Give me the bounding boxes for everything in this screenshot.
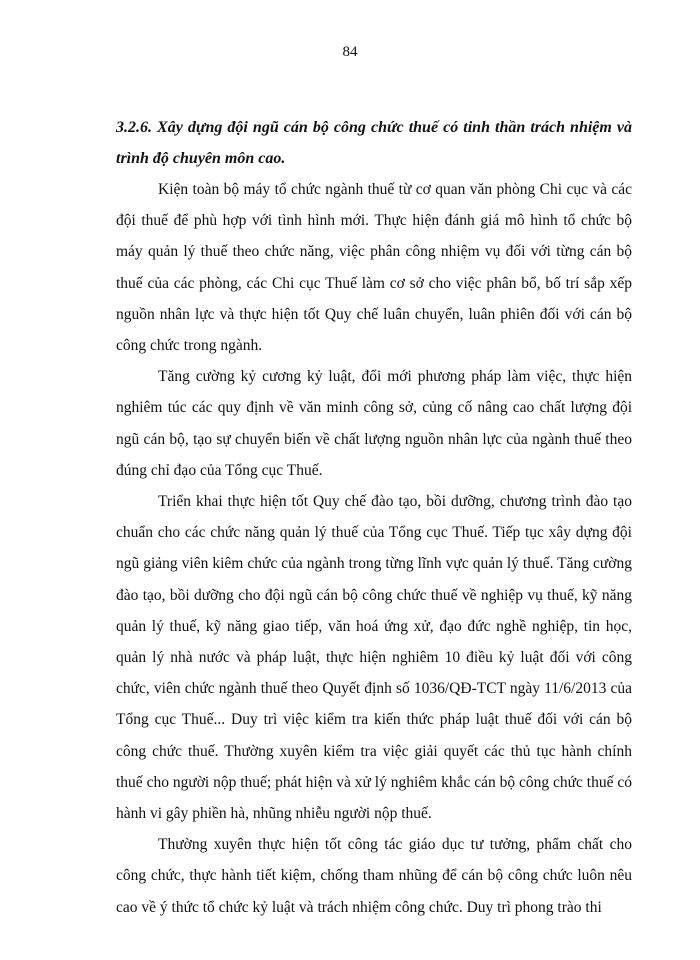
paragraph: Kiện toàn bộ máy tổ chức ngành thuế từ cơ quan văn phòng Chi cục và các đội thuế để phù hợp với tình hình mới. Thực hiện đánh giá mô hình tổ chức bộ máy quản lý thuế theo chức năng, việc phân công nhiệm vụ đối với từng cán bộ thuế của các phòng, các Chi cục Thuế làm cơ sở cho việc phân bổ, bố trí sắp xếp nguồn nhân lực và thực hiện tốt Quy chế luân chuyển, luân phiên đối với cán bộ công chức trong ngành. — [116, 181, 632, 355]
section-heading: 3.2.6. Xây dựng đội ngũ cán bộ công chức thuế có tinh thần trách nhiệm và trình độ chuyên môn cao. — [116, 119, 632, 167]
paragraph: Tăng cường kỷ cương kỷ luật, đổi mới phương pháp làm việc, thực hiện nghiêm túc các quy định về văn minh công sở, củng cố nâng cao chất lượng đội ngũ cán bộ, tạo sự chuyển biến về chất lượng nguồn nhân lực của ngành thuế theo đúng chỉ đạo của Tổng cục Thuế. — [116, 368, 632, 479]
page-number: 84 — [342, 44, 358, 60]
paragraph: Thường xuyên thực hiện tốt công tác giáo dục tư tưởng, phẩm chất cho công chức, thực hành tiết kiệm, chống tham nhũng để cán bộ công chức luôn nêu cao về ý thức tổ chức kỷ luật và trách nhiệm công chức. Duy trì phong trào thi — [116, 836, 632, 916]
paragraph: Triển khai thực hiện tốt Quy chế đào tạo, bồi dưỡng, chương trình đào tạo chuẩn cho các chức năng quản lý thuế của Tổng cục Thuế. Tiếp tục xây dựng đội ngũ giảng viên kiêm chức của ngành trong từng lĩnh vực quản lý thuế. Tăng cường đào tạo, bồi dưỡng cho đội ngũ cán bộ công chức thuế về nghiệp vụ thuế, kỹ năng quản lý thuế, kỹ năng giao tiếp, văn hoá ứng xử, đạo đức nghề nghiệp, tin học, quản lý nhà nước và pháp luật, thực hiện nghiêm 10 điều kỷ luật đối với công chức, viên chức ngành thuế theo Quyết định số 1036/QĐ-TCT ngày 11/6/2013 của Tổng cục Thuế... Duy trì việc kiểm tra kiến thức pháp luật thuế đối với cán bộ công chức thuế. Thường xuyên kiểm tra việc giải quyết các thủ tục hành chính thuế cho người nộp thuế; phát hiện và xử lý nghiêm khắc cán bộ công chức thuế có hành vi gây phiền hà, nhũng nhiễu người nộp thuế. — [116, 493, 632, 823]
page-content — [116, 112, 632, 923]
